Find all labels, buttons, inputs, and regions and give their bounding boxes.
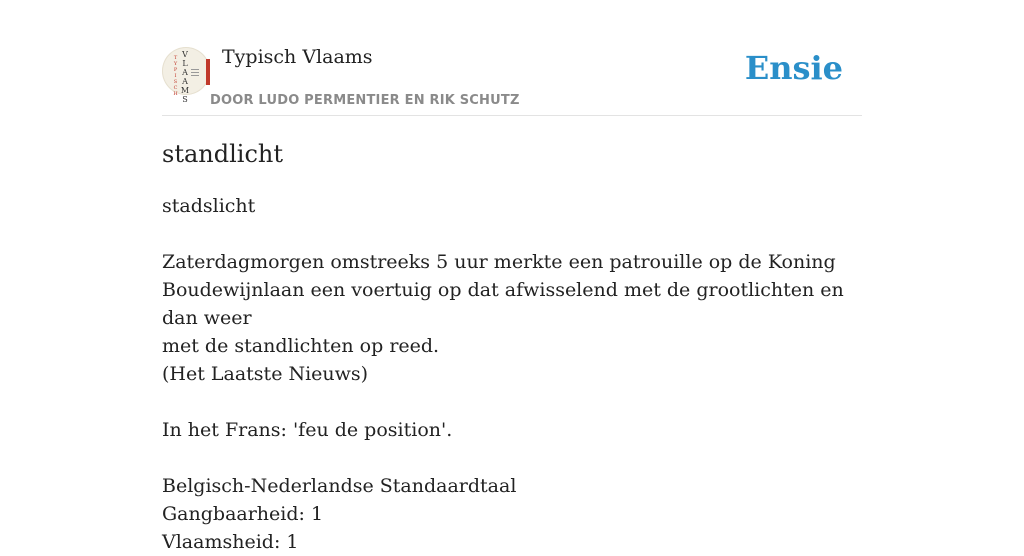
- blog-authors: DOOR LUDO PERMENTIER EN RIK SCHUTZ: [210, 93, 520, 108]
- entry-vlaamsheid: Vlaamsheid: 1: [162, 531, 299, 553]
- brand-logo-link[interactable]: Ensie: [744, 49, 843, 87]
- entry-example-line: met de standlichten op reed.: [162, 335, 440, 357]
- logo-red-band: [206, 59, 210, 85]
- page-container: [162, 0, 862, 553]
- blog-logo[interactable]: [162, 47, 210, 104]
- header: [162, 0, 862, 116]
- entry-example-line: Zaterdagmorgen omstreeks 5 uur merkte een patrouille op de Koning: [162, 251, 836, 273]
- logo-red-letters: T Y P I S C H: [173, 55, 178, 97]
- entry-french-note: In het Frans: 'feu de position'.: [162, 419, 453, 441]
- entry-example-line: Boudewijnlaan een voertuig op dat afwisselend met de grootlichten en dan weer: [162, 279, 844, 329]
- logo-lines: [191, 69, 199, 78]
- entry-source: (Het Laatste Nieuws): [162, 363, 369, 385]
- logo-letters: V L A A M S: [180, 50, 190, 104]
- entry-gangbaarheid: Gangbaarheid: 1: [162, 503, 324, 525]
- entry-body: [162, 192, 862, 556]
- entry-category: Belgisch-Nederlandse Standaardtaal: [162, 475, 517, 497]
- entry-word: standlicht: [162, 140, 283, 168]
- entry-definition: stadslicht: [162, 195, 256, 217]
- blog-title[interactable]: Typisch Vlaams: [222, 46, 373, 68]
